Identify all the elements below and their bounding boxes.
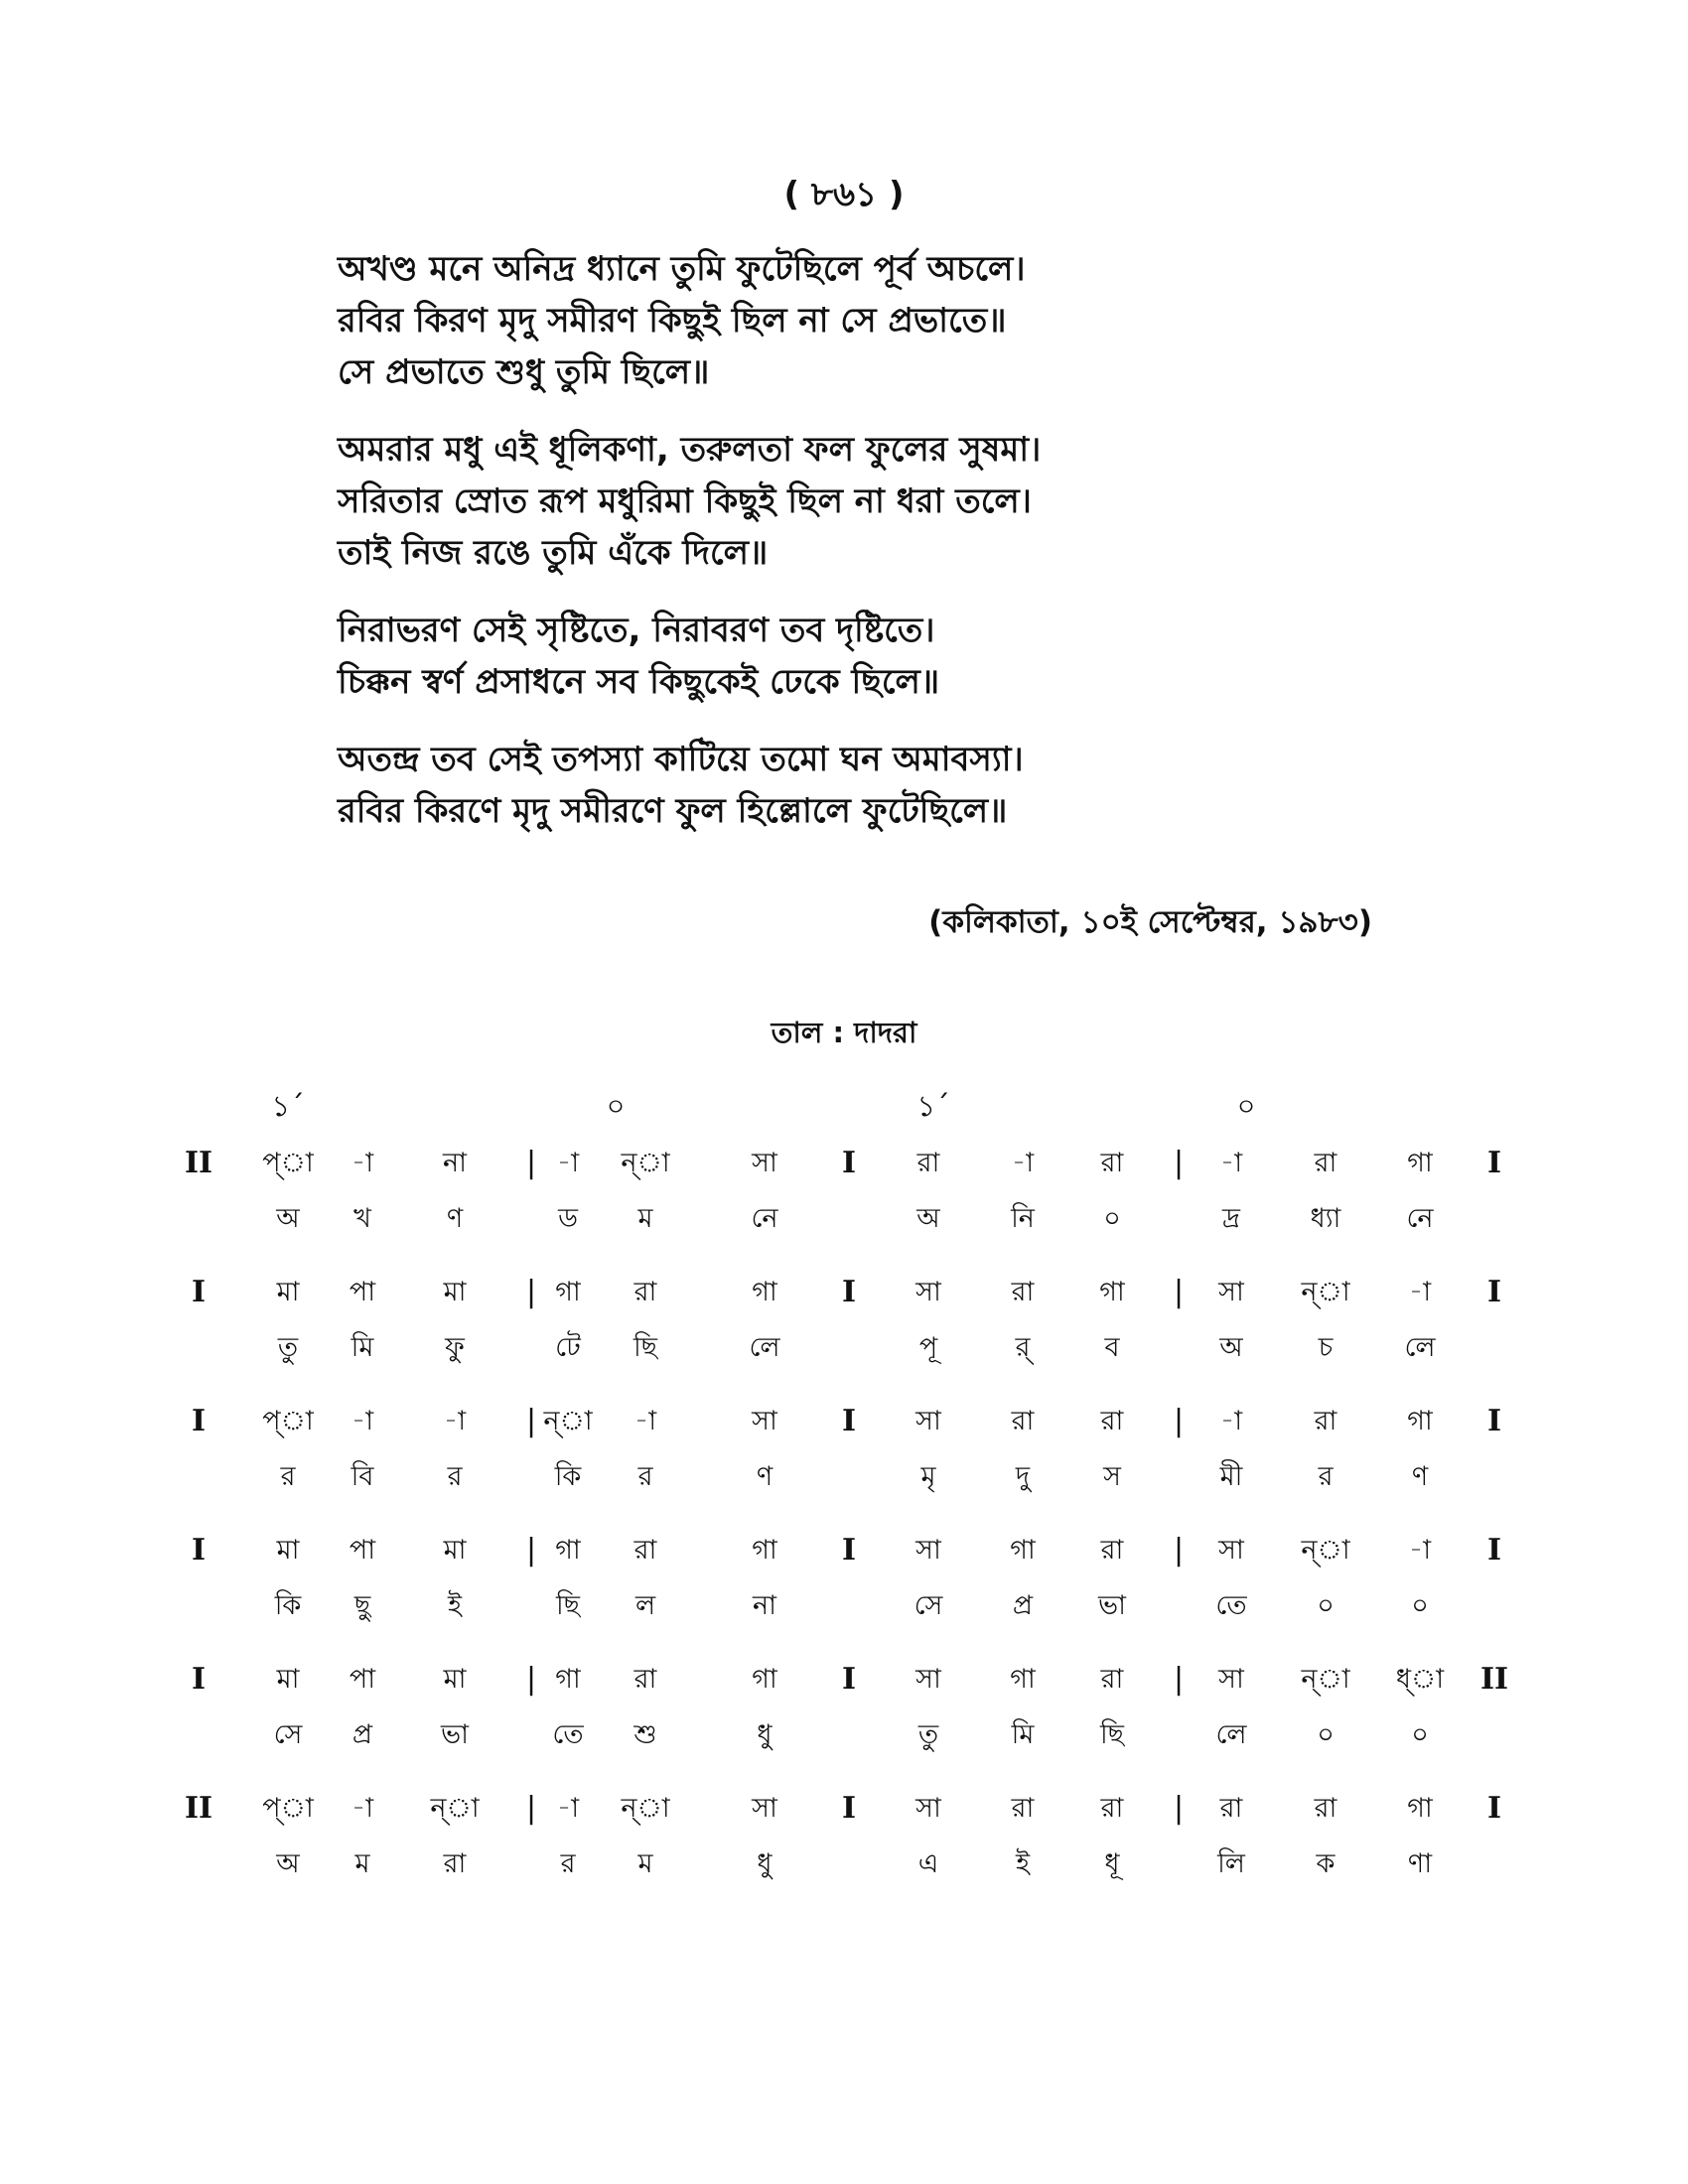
beat-mark: ১´: [271, 1089, 305, 1123]
bar-line-thin: |: [525, 1533, 537, 1568]
bar-line-close: I: [1486, 1146, 1502, 1180]
lyric-syllable: ই: [447, 1590, 463, 1621]
swara-note: রা: [1314, 1406, 1337, 1436]
swara-note: প্‌া: [262, 1406, 314, 1436]
bar-line-open: II: [184, 1791, 213, 1826]
verse-line: তাই নিজ রঙে তুমি এঁকে দিলে॥: [338, 533, 769, 573]
bar-line-thin: |: [1173, 1662, 1185, 1697]
swara-note: ন্‌া: [1301, 1277, 1350, 1307]
bar-line-division: I: [841, 1404, 857, 1438]
swara-note: প্‌া: [262, 1148, 314, 1178]
swara-note: -া: [1408, 1277, 1432, 1307]
bar-line-thin: |: [1173, 1533, 1185, 1568]
lyric-syllable: মী: [1219, 1461, 1243, 1492]
swara-note: গা: [752, 1277, 777, 1307]
swara-note: গা: [752, 1535, 777, 1566]
bar-line-open: I: [191, 1404, 207, 1438]
lyric-syllable: শু: [633, 1719, 657, 1750]
bar-line-division: I: [841, 1533, 857, 1568]
swara-note: রা: [1314, 1793, 1337, 1824]
lyric-syllable: মি: [351, 1332, 374, 1363]
verse-line: সরিতার স্রোত রূপ মধুরিমা কিছুই ছিল না ধরা তলে।: [338, 481, 1032, 521]
verse-line: রবির কিরণ মৃদু সমীরণ কিছুই ছিল না সে প্রভাতে॥: [338, 301, 1007, 341]
bar-line-close: I: [1486, 1791, 1502, 1826]
bar-line-division: I: [841, 1146, 857, 1180]
swara-note: ন্‌া: [543, 1406, 593, 1436]
lyric-syllable: ধু: [757, 1719, 773, 1750]
lyric-syllable: তু: [917, 1719, 939, 1750]
bar-line-thin: |: [525, 1146, 537, 1180]
swara-note: রা: [1100, 1148, 1124, 1178]
lyric-syllable: পূ: [918, 1332, 938, 1363]
swara-note: সা: [915, 1277, 941, 1307]
swara-note: গা: [1407, 1406, 1433, 1436]
lyric-syllable: অ: [276, 1848, 300, 1879]
bar-line-open: I: [191, 1662, 207, 1697]
lyric-syllable: র: [1318, 1461, 1334, 1492]
bar-line-thin: |: [1173, 1791, 1185, 1826]
swara-note: গা: [1407, 1148, 1433, 1178]
lyric-syllable: ০: [1411, 1719, 1429, 1750]
swara-note: রা: [1011, 1277, 1035, 1307]
lyric-syllable: ড: [558, 1203, 578, 1234]
bar-line-close: I: [1486, 1404, 1502, 1438]
swara-note: -া: [443, 1406, 467, 1436]
verse-line: নিরাভরণ সেই সৃষ্টিতে, নিরাবরণ তব দৃষ্টিতে।: [338, 611, 935, 650]
lyric-syllable: দ্র: [1222, 1203, 1240, 1234]
swara-note: রা: [1219, 1793, 1243, 1824]
lyric-syllable: ০: [1317, 1719, 1335, 1750]
swara-note: -া: [633, 1406, 657, 1436]
swara-note: -া: [1011, 1148, 1035, 1178]
bar-line-close: II: [1479, 1662, 1509, 1697]
lyric-syllable: সে: [273, 1719, 303, 1750]
lyric-syllable: অ: [916, 1203, 940, 1234]
swara-note: -া: [556, 1793, 580, 1824]
swara-note: -া: [556, 1148, 580, 1178]
swara-note: সা: [752, 1793, 777, 1824]
lyric-syllable: এ: [917, 1848, 939, 1879]
bar-line-thin: |: [525, 1404, 537, 1438]
lyric-syllable: রা: [443, 1848, 467, 1879]
bar-line-thin: |: [1173, 1146, 1185, 1180]
lyric-syllable: টে: [555, 1332, 581, 1363]
bar-line-thin: |: [525, 1662, 537, 1697]
lyric-syllable: লে: [1404, 1332, 1436, 1363]
swara-note: সা: [752, 1148, 777, 1178]
swara-note: সা: [1218, 1535, 1244, 1566]
lyric-syllable: তু: [277, 1332, 299, 1363]
lyric-syllable: র: [560, 1848, 576, 1879]
lyric-syllable: ম: [354, 1848, 370, 1879]
bar-line-thin: |: [1173, 1404, 1185, 1438]
lyric-syllable: ণ: [446, 1203, 464, 1234]
lyric-syllable: ছি: [1099, 1719, 1125, 1750]
verse-line: চিক্কন স্বর্ণ প্রসাধনে সব কিছুকেই ঢেকে ছিলে॥: [338, 662, 940, 702]
swara-note: -া: [1219, 1148, 1243, 1178]
place-date: (কলিকাতা, ১০ই সেপ্টেম্বর, ১৯৮৩): [928, 904, 1372, 940]
swara-note: সা: [915, 1406, 941, 1436]
swara-note: ন্‌া: [621, 1793, 670, 1824]
swara-note: -া: [351, 1793, 374, 1824]
bar-line-open: I: [191, 1533, 207, 1568]
swara-note: রা: [1100, 1535, 1124, 1566]
lyric-syllable: ছি: [633, 1332, 658, 1363]
lyric-syllable: লে: [1215, 1719, 1247, 1750]
swara-note: ন্‌া: [621, 1148, 670, 1178]
beat-mark: ০: [1236, 1089, 1256, 1123]
lyric-syllable: ছি: [555, 1590, 581, 1621]
lyric-syllable: র: [637, 1461, 653, 1492]
lyric-syllable: নি: [1011, 1203, 1035, 1234]
lyric-syllable: ০: [1103, 1203, 1121, 1234]
verse-line: অখণ্ড মনে অনিদ্র ধ্যানে তুমি ফুটেছিলে পূর্ব অচলে।: [338, 249, 1026, 289]
bar-line-division: I: [841, 1275, 857, 1309]
lyric-syllable: প্র: [1012, 1590, 1034, 1621]
swara-note: গা: [752, 1664, 777, 1695]
bar-line-division: I: [841, 1791, 857, 1826]
lyric-syllable: ম: [637, 1848, 653, 1879]
tala-title: তাল : দাদরা: [771, 1016, 917, 1049]
lyric-syllable: র: [447, 1461, 463, 1492]
bar-line-open: II: [184, 1146, 213, 1180]
lyric-syllable: অ: [1219, 1332, 1243, 1363]
lyric-syllable: লি: [1217, 1848, 1245, 1879]
lyric-syllable: মি: [1011, 1719, 1035, 1750]
lyric-syllable: কি: [554, 1461, 582, 1492]
swara-note: সা: [1218, 1664, 1244, 1695]
lyric-syllable: ব: [1104, 1332, 1120, 1363]
swara-note: রা: [1100, 1406, 1124, 1436]
swara-note: মা: [443, 1535, 467, 1566]
lyric-syllable: ধ্যা: [1310, 1203, 1341, 1234]
lyric-syllable: না: [753, 1590, 776, 1621]
lyric-syllable: দু: [1015, 1461, 1031, 1492]
bar-line-thin: |: [525, 1275, 537, 1309]
lyric-syllable: ভা: [1098, 1590, 1126, 1621]
verse-line: অমরার মধু এই ধূলিকণা, তরুলতা ফল ফুলের সুষমা।: [338, 430, 1042, 470]
swara-note: রা: [1011, 1793, 1035, 1824]
lyric-syllable: প্র: [352, 1719, 373, 1750]
bar-line-thin: |: [1173, 1275, 1185, 1309]
swara-note: গা: [1010, 1664, 1036, 1695]
page-number: ( ৮৬১ ): [783, 175, 905, 214]
swara-note: মা: [443, 1277, 467, 1307]
lyric-syllable: ই: [1015, 1848, 1031, 1879]
swara-note: গা: [1099, 1277, 1125, 1307]
lyric-syllable: ফু: [445, 1332, 465, 1363]
lyric-syllable: কি: [274, 1590, 302, 1621]
swara-note: -া: [351, 1148, 374, 1178]
swara-note: রা: [1100, 1664, 1124, 1695]
swara-note: গা: [555, 1277, 581, 1307]
swara-note: সা: [915, 1793, 941, 1824]
bar-line-division: I: [841, 1662, 857, 1697]
swara-note: ন্‌া: [1301, 1664, 1350, 1695]
swara-note: সা: [915, 1535, 941, 1566]
beat-mark: ১´: [916, 1089, 950, 1123]
lyric-syllable: ০: [1317, 1590, 1335, 1621]
swara-note: গা: [555, 1535, 581, 1566]
verse-line: রবির কিরণে মৃদু সমীরণে ফুল হিল্লোলে ফুটেছিলে॥: [338, 791, 1008, 831]
lyric-syllable: ক: [1316, 1848, 1336, 1879]
bar-line-close: I: [1486, 1533, 1502, 1568]
lyric-syllable: সে: [914, 1590, 943, 1621]
swara-note: রা: [1314, 1148, 1337, 1178]
lyric-syllable: স: [1103, 1461, 1121, 1492]
swara-note: -া: [351, 1406, 374, 1436]
swara-note: -া: [1219, 1406, 1243, 1436]
swara-note: পা: [349, 1664, 376, 1695]
lyric-syllable: অ: [276, 1203, 300, 1234]
swara-note: ধ্‌া: [1395, 1664, 1445, 1695]
swara-note: না: [443, 1148, 467, 1178]
swara-note: মা: [276, 1277, 300, 1307]
swara-note: রা: [633, 1277, 657, 1307]
lyric-syllable: লে: [749, 1332, 780, 1363]
lyric-syllable: র: [280, 1461, 296, 1492]
bar-line-close: I: [1486, 1275, 1502, 1309]
beat-mark: ০: [606, 1089, 626, 1123]
swara-note: ন্‌া: [1301, 1535, 1350, 1566]
lyric-syllable: নে: [1406, 1203, 1434, 1234]
swara-note: পা: [349, 1277, 376, 1307]
lyric-syllable: ভা: [441, 1719, 469, 1750]
bar-line-thin: |: [525, 1791, 537, 1826]
swara-note: গা: [555, 1664, 581, 1695]
swara-note: মা: [276, 1535, 300, 1566]
lyric-syllable: র্‌: [1015, 1332, 1031, 1363]
swara-note: সা: [752, 1406, 777, 1436]
swara-note: গা: [1010, 1535, 1036, 1566]
lyric-syllable: নে: [751, 1203, 778, 1234]
verse-line: সে প্রভাতে শুধু তুমি ছিলে॥: [338, 352, 710, 392]
lyric-syllable: মৃ: [920, 1461, 936, 1492]
lyric-syllable: ম: [637, 1203, 653, 1234]
lyric-syllable: বি: [351, 1461, 374, 1492]
lyric-syllable: ধূ: [1104, 1848, 1120, 1879]
swara-note: মা: [276, 1664, 300, 1695]
lyric-syllable: ণ: [1411, 1461, 1429, 1492]
swara-note: মা: [443, 1664, 467, 1695]
bar-line-open: I: [191, 1275, 207, 1309]
swara-note: প্‌া: [262, 1793, 314, 1824]
lyric-syllable: তে: [552, 1719, 584, 1750]
swara-note: রা: [1100, 1793, 1124, 1824]
swara-note: -া: [1408, 1535, 1432, 1566]
swara-note: রা: [916, 1148, 940, 1178]
lyric-syllable: খ: [353, 1203, 371, 1234]
swara-note: পা: [349, 1535, 376, 1566]
lyric-syllable: ণ: [756, 1461, 774, 1492]
lyric-syllable: তে: [1215, 1590, 1247, 1621]
lyric-syllable: ছু: [353, 1590, 371, 1621]
lyric-syllable: ল: [634, 1590, 656, 1621]
swara-note: ন্‌া: [430, 1793, 480, 1824]
lyric-syllable: ০: [1411, 1590, 1429, 1621]
swara-note: রা: [633, 1535, 657, 1566]
lyric-syllable: চ: [1318, 1332, 1334, 1363]
swara-note: সা: [915, 1664, 941, 1695]
swara-note: রা: [1011, 1406, 1035, 1436]
verse-line: অতন্দ্র তব সেই তপস্যা কাটিয়ে তমো ঘন অমাবস্যা।: [338, 740, 1024, 779]
lyric-syllable: ধু: [757, 1848, 773, 1879]
swara-note: রা: [633, 1664, 657, 1695]
swara-note: গা: [1407, 1793, 1433, 1824]
lyric-syllable: ণা: [1407, 1848, 1433, 1879]
swara-note: সা: [1218, 1277, 1244, 1307]
